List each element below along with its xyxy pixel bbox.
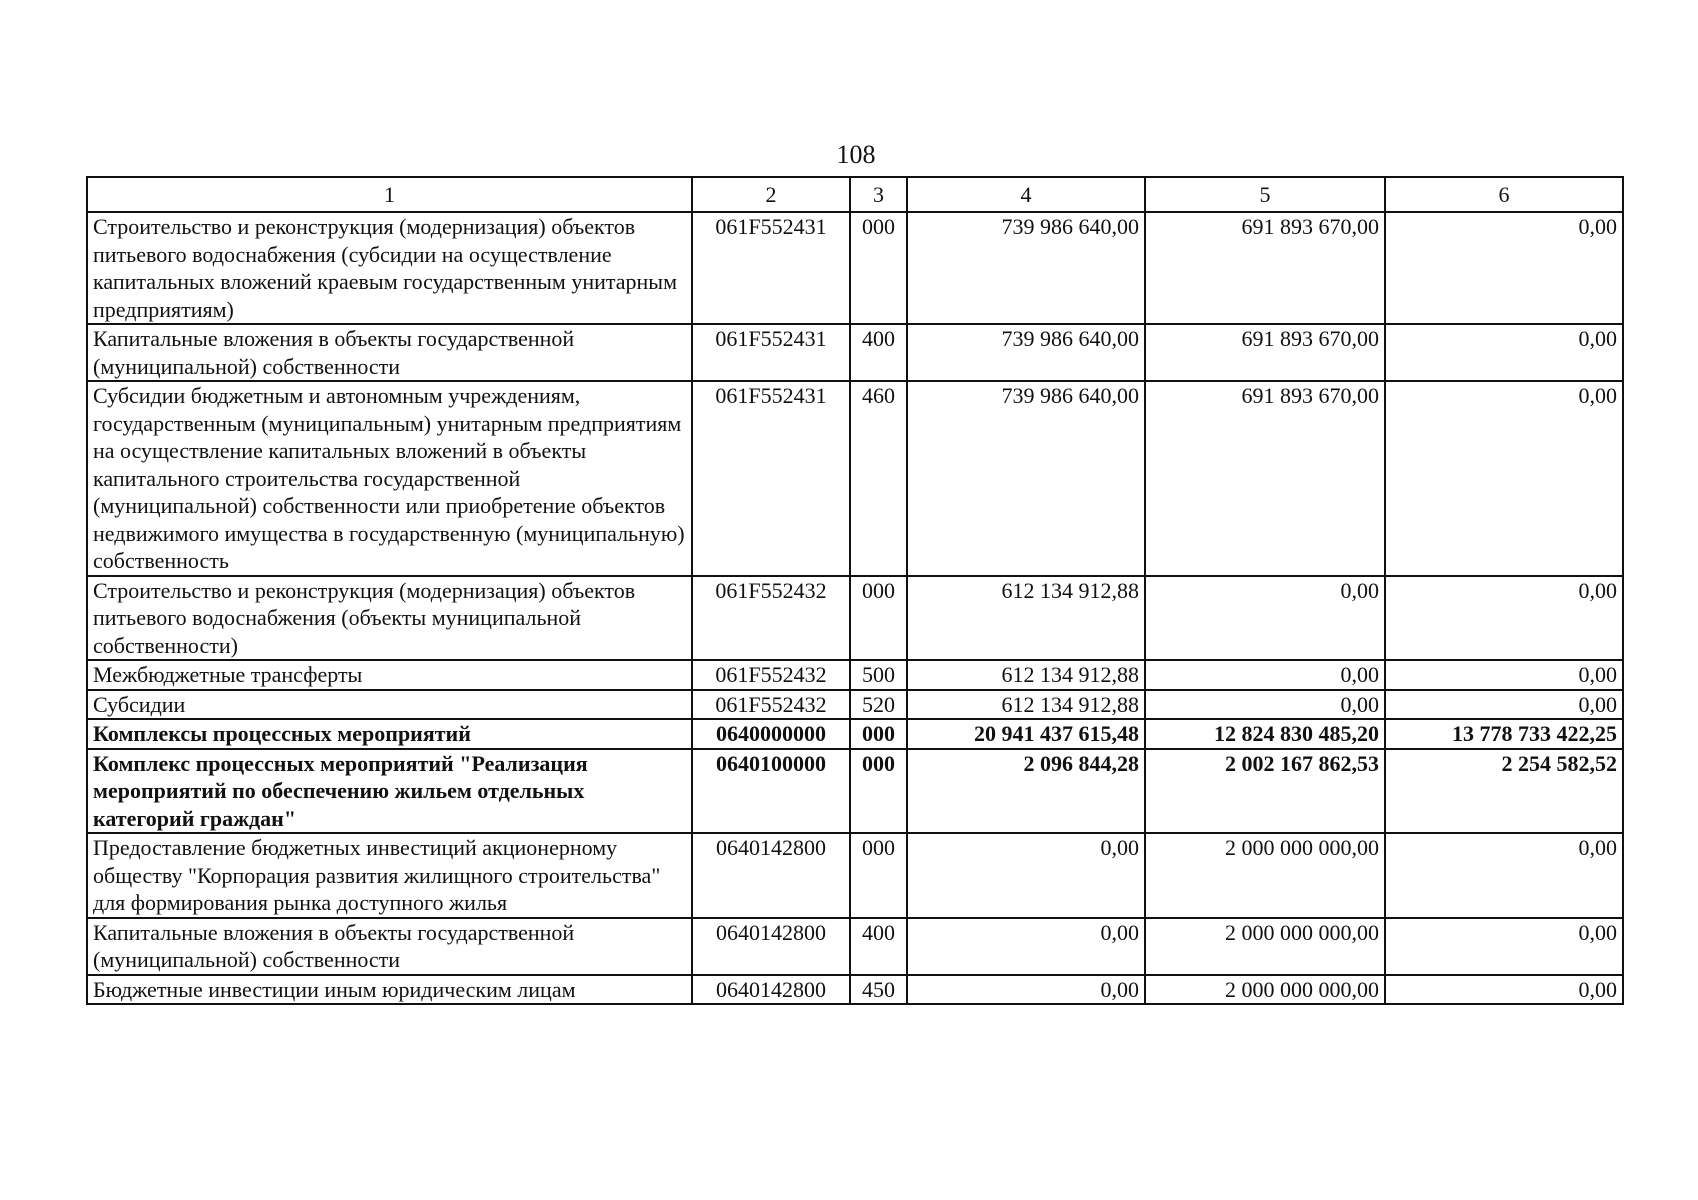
row-expense-type: 000 [850, 576, 907, 661]
row-target-code: 0640142800 [692, 918, 850, 975]
row-expense-type: 400 [850, 918, 907, 975]
table-body [87, 212, 1623, 1004]
row-amount-col6: 0,00 [1385, 918, 1623, 975]
row-description: Бюджетные инвестиции иным юридическим лицам [87, 975, 692, 1005]
header-row [87, 177, 1623, 212]
row-target-code: 0640100000 [692, 749, 850, 834]
row-amount-col5: 2 000 000 000,00 [1145, 833, 1385, 918]
table-row [87, 975, 1623, 1005]
row-target-code: 0640000000 [692, 719, 850, 749]
row-expense-type: 000 [850, 212, 907, 324]
row-target-code: 061F552432 [692, 660, 850, 690]
table-row [87, 749, 1623, 834]
row-description: Строительство и реконструкция (модернизация) объектов питьевого водоснабжения (субсидии на осуществление капитальных вложений краевым государственным унитарным предприятиям) [87, 212, 692, 324]
row-amount-col6: 13 778 733 422,25 [1385, 719, 1623, 749]
row-target-code: 061F552431 [692, 212, 850, 324]
row-target-code: 061F552432 [692, 690, 850, 720]
column-header: 6 [1385, 177, 1623, 212]
budget-table [86, 176, 1624, 1005]
row-target-code: 061F552431 [692, 381, 850, 576]
row-amount-col6: 0,00 [1385, 660, 1623, 690]
row-amount-col6: 0,00 [1385, 324, 1623, 381]
row-target-code: 061F552431 [692, 324, 850, 381]
row-amount-col5: 2 002 167 862,53 [1145, 749, 1385, 834]
row-amount-col5: 0,00 [1145, 660, 1385, 690]
row-amount-col5: 0,00 [1145, 576, 1385, 661]
table-row [87, 719, 1623, 749]
row-expense-type: 500 [850, 660, 907, 690]
column-header: 1 [87, 177, 692, 212]
row-amount-col5: 2 000 000 000,00 [1145, 918, 1385, 975]
row-amount-col4: 739 986 640,00 [907, 381, 1145, 576]
row-amount-col4: 612 134 912,88 [907, 690, 1145, 720]
row-amount-col4: 0,00 [907, 918, 1145, 975]
row-amount-col4: 612 134 912,88 [907, 576, 1145, 661]
table-row [87, 212, 1623, 324]
page-number: 108 [836, 140, 876, 169]
table-row [87, 690, 1623, 720]
row-expense-type: 000 [850, 749, 907, 834]
row-amount-col6: 0,00 [1385, 690, 1623, 720]
row-amount-col4: 612 134 912,88 [907, 660, 1145, 690]
column-header: 5 [1145, 177, 1385, 212]
row-target-code: 0640142800 [692, 833, 850, 918]
column-header: 3 [850, 177, 907, 212]
row-description: Комплексы процессных мероприятий [87, 719, 692, 749]
table-row [87, 918, 1623, 975]
row-amount-col4: 0,00 [907, 975, 1145, 1005]
row-amount-col5: 2 000 000 000,00 [1145, 975, 1385, 1005]
row-amount-col6: 0,00 [1385, 576, 1623, 661]
column-header: 2 [692, 177, 850, 212]
row-description: Предоставление бюджетных инвестиций акционерному обществу "Корпорация развития жилищного строительства" для формирования рынка доступного жилья [87, 833, 692, 918]
row-amount-col6: 0,00 [1385, 833, 1623, 918]
row-expense-type: 400 [850, 324, 907, 381]
table-row [87, 324, 1623, 381]
row-description: Субсидии [87, 690, 692, 720]
row-target-code: 0640142800 [692, 975, 850, 1005]
row-amount-col5: 0,00 [1145, 690, 1385, 720]
row-amount-col6: 0,00 [1385, 975, 1623, 1005]
row-expense-type: 450 [850, 975, 907, 1005]
table-row [87, 660, 1623, 690]
table-row [87, 381, 1623, 576]
row-amount-col4: 739 986 640,00 [907, 212, 1145, 324]
row-amount-col4: 2 096 844,28 [907, 749, 1145, 834]
row-amount-col5: 12 824 830 485,20 [1145, 719, 1385, 749]
row-expense-type: 460 [850, 381, 907, 576]
row-description: Субсидии бюджетным и автономным учреждениям, государственным (муниципальным) унитарным предприятиям на осуществление капитальных вложений в объекты капитального строительства государственной (муниципальной) собственности или приобретение объектов недвижимого имущества в государственную (муниципальную) собственность [87, 381, 692, 576]
row-expense-type: 000 [850, 719, 907, 749]
row-amount-col4: 0,00 [907, 833, 1145, 918]
row-amount-col6: 2 254 582,52 [1385, 749, 1623, 834]
row-description: Строительство и реконструкция (модернизация) объектов питьевого водоснабжения (объекты муниципальной собственности) [87, 576, 692, 661]
row-description: Межбюджетные трансферты [87, 660, 692, 690]
row-amount-col6: 0,00 [1385, 212, 1623, 324]
row-description: Капитальные вложения в объекты государственной (муниципальной) собственности [87, 918, 692, 975]
row-expense-type: 000 [850, 833, 907, 918]
row-amount-col5: 691 893 670,00 [1145, 324, 1385, 381]
row-amount-col6: 0,00 [1385, 381, 1623, 576]
row-expense-type: 520 [850, 690, 907, 720]
column-header: 4 [907, 177, 1145, 212]
row-amount-col5: 691 893 670,00 [1145, 381, 1385, 576]
row-target-code: 061F552432 [692, 576, 850, 661]
row-description: Комплекс процессных мероприятий "Реализация мероприятий по обеспечению жильем отдельных категорий граждан" [87, 749, 692, 834]
table-row [87, 576, 1623, 661]
row-amount-col5: 691 893 670,00 [1145, 212, 1385, 324]
row-amount-col4: 739 986 640,00 [907, 324, 1145, 381]
row-description: Капитальные вложения в объекты государственной (муниципальной) собственности [87, 324, 692, 381]
table-row [87, 833, 1623, 918]
row-amount-col4: 20 941 437 615,48 [907, 719, 1145, 749]
